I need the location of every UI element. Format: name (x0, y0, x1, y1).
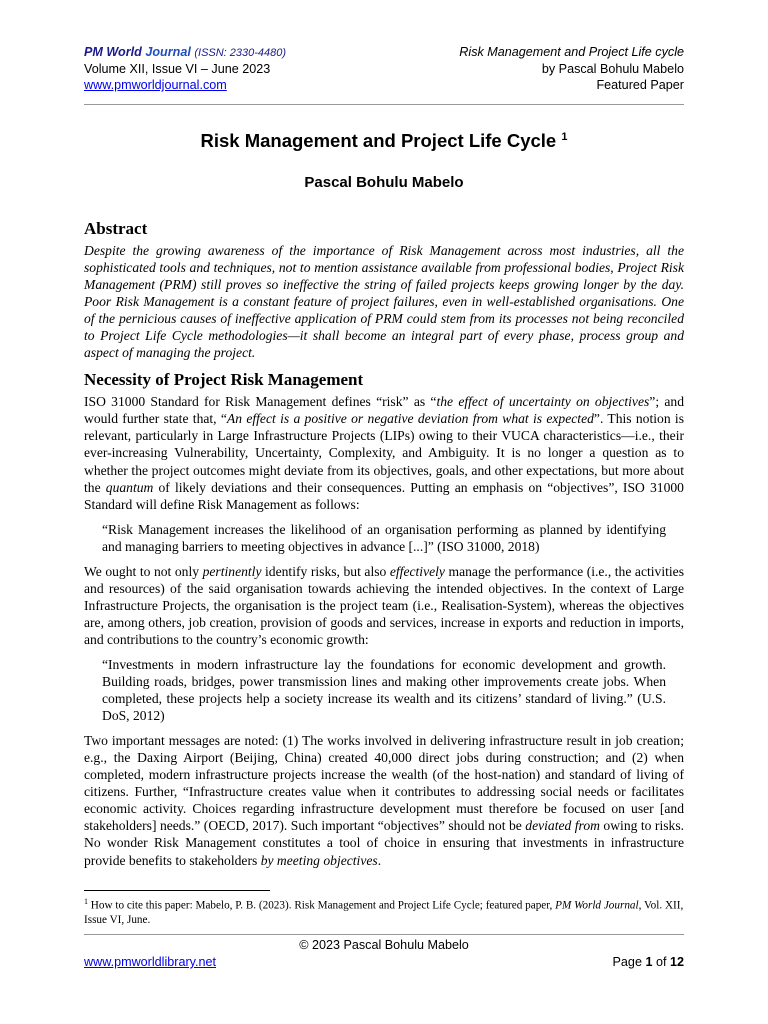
footnote (84, 895, 684, 927)
paper-title (84, 130, 684, 152)
footnote-divider (84, 890, 270, 891)
header-byline: by Pascal Bohulu Mabelo (541, 62, 684, 76)
text-run-italic: An effect is a positive or negative deviation from what is expected (226, 411, 594, 427)
journal-volume: Volume XII, Issue VI – June 2023 (84, 62, 271, 76)
page-total: 12 (669, 955, 684, 969)
text-run: Two important messages are noted: (1) The works involved in delivering infrastructure result in job creation; e.g., the Daxing Airport (Beijing, China) created 40,000 direct jobs during construction; and (2) when completed, modern infrastructure projects increase the wealth (of the host-nation) and standard of living of citizens. Further, “Infrastructure creates value when it contributes to addressing social needs or facilitates economic activity. Choices regarding infrastructure development must therefore be focused on user [and stakeholders] needs.” (OECD, 2017). Such important “objectives” should not be (84, 733, 684, 834)
paragraph-identify-risks (84, 563, 684, 648)
abstract-text: Despite the growing awareness of the importance of Risk Management across most industries, all the sophisticated tools and techniques, not to mention assistance available from professional bodies, Project Risk Management (PRM) still proves so ineffective the string of failed projects keeps growing longer by the day. Poor Risk Management is a constant feature of project failures, even in well-established organisations. One of the pernicious causes of ineffective application of PRM could stem from its processes not being reconciled to Project Life Cycle methodologies—it shall become an integral part of every phase, process group and aspect of managing the project. (84, 243, 684, 361)
text-run: owing to risks. No wonder Risk Management constitutes a tool of choice in ensuring that investments in infrastructure provide benefits to stakeholders (84, 818, 685, 868)
title-footnote-mark[interactable]: 1 (561, 130, 568, 143)
text-run: identify risks, but also (261, 563, 390, 579)
page-current: 1 (645, 955, 653, 969)
text-run-italic: deviated from (525, 818, 600, 834)
journal-issn: (ISSN: 2330-4480) (194, 47, 287, 59)
text-run-italic: pertinently (202, 563, 262, 579)
text-run: ISO 31000 Standard for Risk Management defines “risk” as “ (84, 394, 437, 410)
header-divider (84, 104, 684, 105)
text-run-italic: by meeting objectives (260, 852, 378, 868)
journal-name (84, 44, 286, 61)
header-paper-type: Featured Paper (596, 78, 684, 92)
header-paper-title: Risk Management and Project Life cycle (459, 45, 684, 59)
journal-name-journal: Journal (145, 45, 191, 59)
block-quote-iso: “Risk Management increases the likelihood of an organisation performing as planned by identifying and managing barriers to meeting objectives in advance [...]” (ISO 31000, 2018) (102, 521, 666, 554)
text-run: manage the performance (i.e., the activities and resources) of the said organisation towards achieving the intended objectives. In the context of Large Infrastructure Projects, the organisation is the project team (i.e., Realisation-System), whereas the objectives are, among others, job creation, provision of goods and services, increase in exports and reduction in imports, and contributions to the country’s economic growth: (84, 563, 685, 647)
page-footer (84, 955, 684, 969)
text-run: We ought to not only (84, 563, 203, 579)
footer-divider (84, 934, 684, 935)
section-heading-necessity: Necessity of Project Risk Management (84, 370, 364, 390)
text-run: ”. This notion is relevant, particularly in Large Infrastructure Projects (LIPs) owing to their VUCA characteristics—i.e., their ever-increasing Vulnerability, Uncertainty, Complexity, and Ambiguity. It is no longer a question as to whether the project outcomes might deviate from its objectives, goals, and other expectations, but more about the (84, 411, 684, 495)
journal-name-pm-world: PM World (84, 45, 142, 59)
text-run: How to cite this paper: Mabelo, P. B. (2023). Risk Management and Project Life Cycle; featured paper, (88, 899, 556, 912)
paper-body (84, 218, 684, 877)
text-run-italic: PM World Journal (555, 899, 639, 912)
text-run-italic: the effect of uncertainty on objectives (436, 394, 650, 410)
paper-title-text: Risk Management and Project Life Cycle (200, 130, 557, 151)
journal-url-link[interactable]: www.pmworldjournal.com (84, 78, 227, 92)
library-url-link[interactable]: www.pmworldlibrary.net (84, 955, 217, 969)
text-run: , Vol. XII, Issue VI, June. (84, 899, 684, 926)
text-run: ”; and would further state that, “ (84, 394, 685, 427)
text-run: of likely deviations and their consequences. Putting an emphasis on “objectives”, ISO 31000 Standard will define Risk Management as follows: (84, 479, 684, 512)
footer-copyright: © 2023 Pascal Bohulu Mabelo (299, 938, 469, 952)
page-header (84, 44, 684, 93)
footnote-mark: 1 (84, 897, 88, 906)
paper-author: Pascal Bohulu Mabelo (304, 174, 464, 191)
paragraph-iso-definition (84, 393, 684, 512)
abstract-heading: Abstract (84, 219, 148, 238)
text-run-italic: effectively (389, 563, 445, 579)
page-word: Page (612, 955, 642, 969)
of-word: of (655, 955, 667, 969)
paragraph-two-messages (84, 732, 684, 868)
text-run-italic: quantum (105, 479, 154, 495)
block-quote-dos: “Investments in modern infrastructure lay the foundations for economic development and growth. Building roads, bridges, power transmission lines and making other improvements create jobs. When completed, these projects help a society increase its wealth and its citizens’ standard of living.” (U.S. DoS, 2012) (102, 656, 666, 724)
text-run: . (377, 852, 382, 868)
page-number (613, 955, 684, 969)
